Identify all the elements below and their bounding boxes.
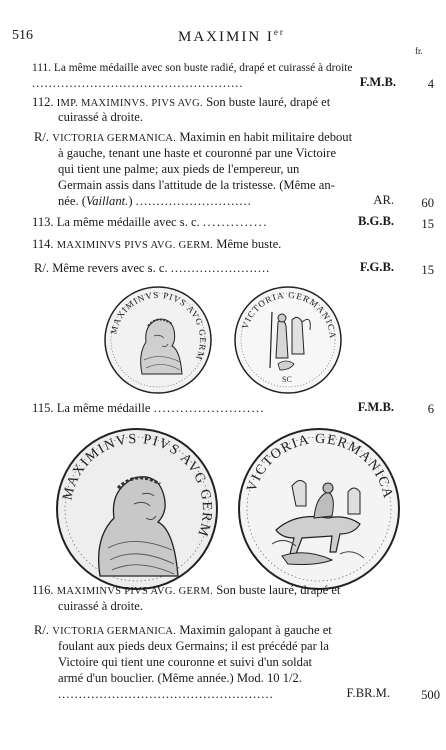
coin-small-reverse-legend: VICTORIA GERMANICA [239,289,339,340]
entry-114-number: 114. [32,237,54,251]
entry-116-rev-text1: Maximin galopant à gauche et [179,623,332,637]
reverse-label: R/. [34,130,50,144]
coin-large-reverse-legend: VICTORIA GERMANICA [244,431,396,501]
coin-small-reverse-exergue: SC [282,375,292,384]
entry-112-rev-line4: Germain assis dans l'attitude de la tristesse. (Même an- [58,178,335,192]
page-title-text: MAXIMIN I [178,29,274,45]
entry-116-rev-line2: foulant aux pieds deux Germains; il est précédé par la [58,639,330,653]
entry-112-rev-author: Vaillant. [85,194,129,208]
reverse-label: R/. [34,623,50,637]
entry-116-line2: cuirassé à droite. [58,599,143,613]
entry-115-text: 115. La même médaille [32,401,151,415]
entry-112-legend: IMP. MAXIMINVS. PIVS AVG. [56,98,203,109]
entry-111-ref: F.M.B. [359,75,396,89]
entry-114-text: Même buste. [216,237,282,251]
entry-116-rev-dots: .................................................... [58,687,274,701]
entry-116-rev-legend: VICTORIA GERMANICA. [52,626,177,637]
page-title [178,27,285,46]
reverse-label: R/. [34,261,50,275]
entry-111-value: 4 [427,77,434,91]
entry-111-dots: ................................................... [32,76,244,90]
coin-large-reverse [236,426,402,592]
entry-113-ref: B.G.B. [357,214,394,228]
entry-112-ref: AR. [373,193,394,207]
entry-114-rev-text: Même revers avec s. c. [52,261,168,275]
entry-114-line [32,236,281,254]
entry-112-value: 60 [421,196,434,210]
entry-112-rev-dots: ............................ [135,194,252,208]
entry-114-ref: F.G.B. [359,260,394,274]
entry-112-number: 112. [32,95,54,109]
entry-116-text1: Son buste lauré, drapé et [216,583,341,597]
entry-116-number: 116. [32,583,54,597]
entry-115-value: 6 [427,402,434,416]
entry-116-rev-line3: Victoire qui tient une couronne et suivi d'un soldat [58,655,313,669]
entry-116-ref: F.BR.M. [346,686,390,700]
entry-112-rev-text1: Maximin en habit militaire debout [179,130,353,144]
value-unit-label: fr. [415,46,423,56]
entry-113-line [32,214,268,230]
entry-113-dots: .............. [202,215,268,229]
entry-116-rev-line4: armé d'un bouclier. (Même année.) Mod. 10 1/2. [58,671,302,685]
entry-115-dots: ......................... [153,401,265,415]
page-number: 516 [12,28,33,43]
entry-114-rev-line [34,260,270,276]
coin-small-obverse-legend: MAXIMINVS PIVS AVG GERM [108,289,209,362]
page-title-sup: er [273,27,285,37]
entry-114-rev-dots: ........................ [170,261,271,275]
coin-large-obverse-legend: MAXIMINVS PIVS AVG GERM [60,431,215,540]
entry-112-rev-line2: à gauche, tenant une haste et couronné par une Victoire [58,146,337,160]
entry-114-legend: MAXIMINVS PIVS AVG. GERM. [56,240,214,251]
entry-116-value: 500 [421,688,440,702]
coin-large-obverse [54,426,220,592]
entry-112-line2: cuirassé à droite. [58,110,143,124]
entry-113-value: 15 [421,217,434,231]
coin-small-obverse [102,284,214,396]
entry-112-rev-last-post: ) [128,194,133,208]
entry-112-rev-last-pre: née. ( [58,194,86,208]
entry-111-line: 111. La même médaille avec son buste radié, drapé et cuirassé à droite [32,62,353,74]
entry-116-legend: MAXIMINVS PIVS AVG. GERM. [56,586,214,597]
entry-113-text: 113. La même médaille avec s. c. [32,215,200,229]
entry-114-value: 15 [421,263,434,277]
coin-small-reverse [232,284,344,396]
entry-112-rev-legend: VICTORIA GERMANICA. [52,133,177,144]
entry-112-rev-line5 [58,193,252,209]
entry-115-ref: F.M.B. [357,400,394,414]
entry-112-text1: Son buste lauré, drapé et [206,95,331,109]
entry-115-line [32,400,265,416]
entry-112-rev-line3: qui tient une palme; aux pieds de l'empereur, un [58,162,300,176]
